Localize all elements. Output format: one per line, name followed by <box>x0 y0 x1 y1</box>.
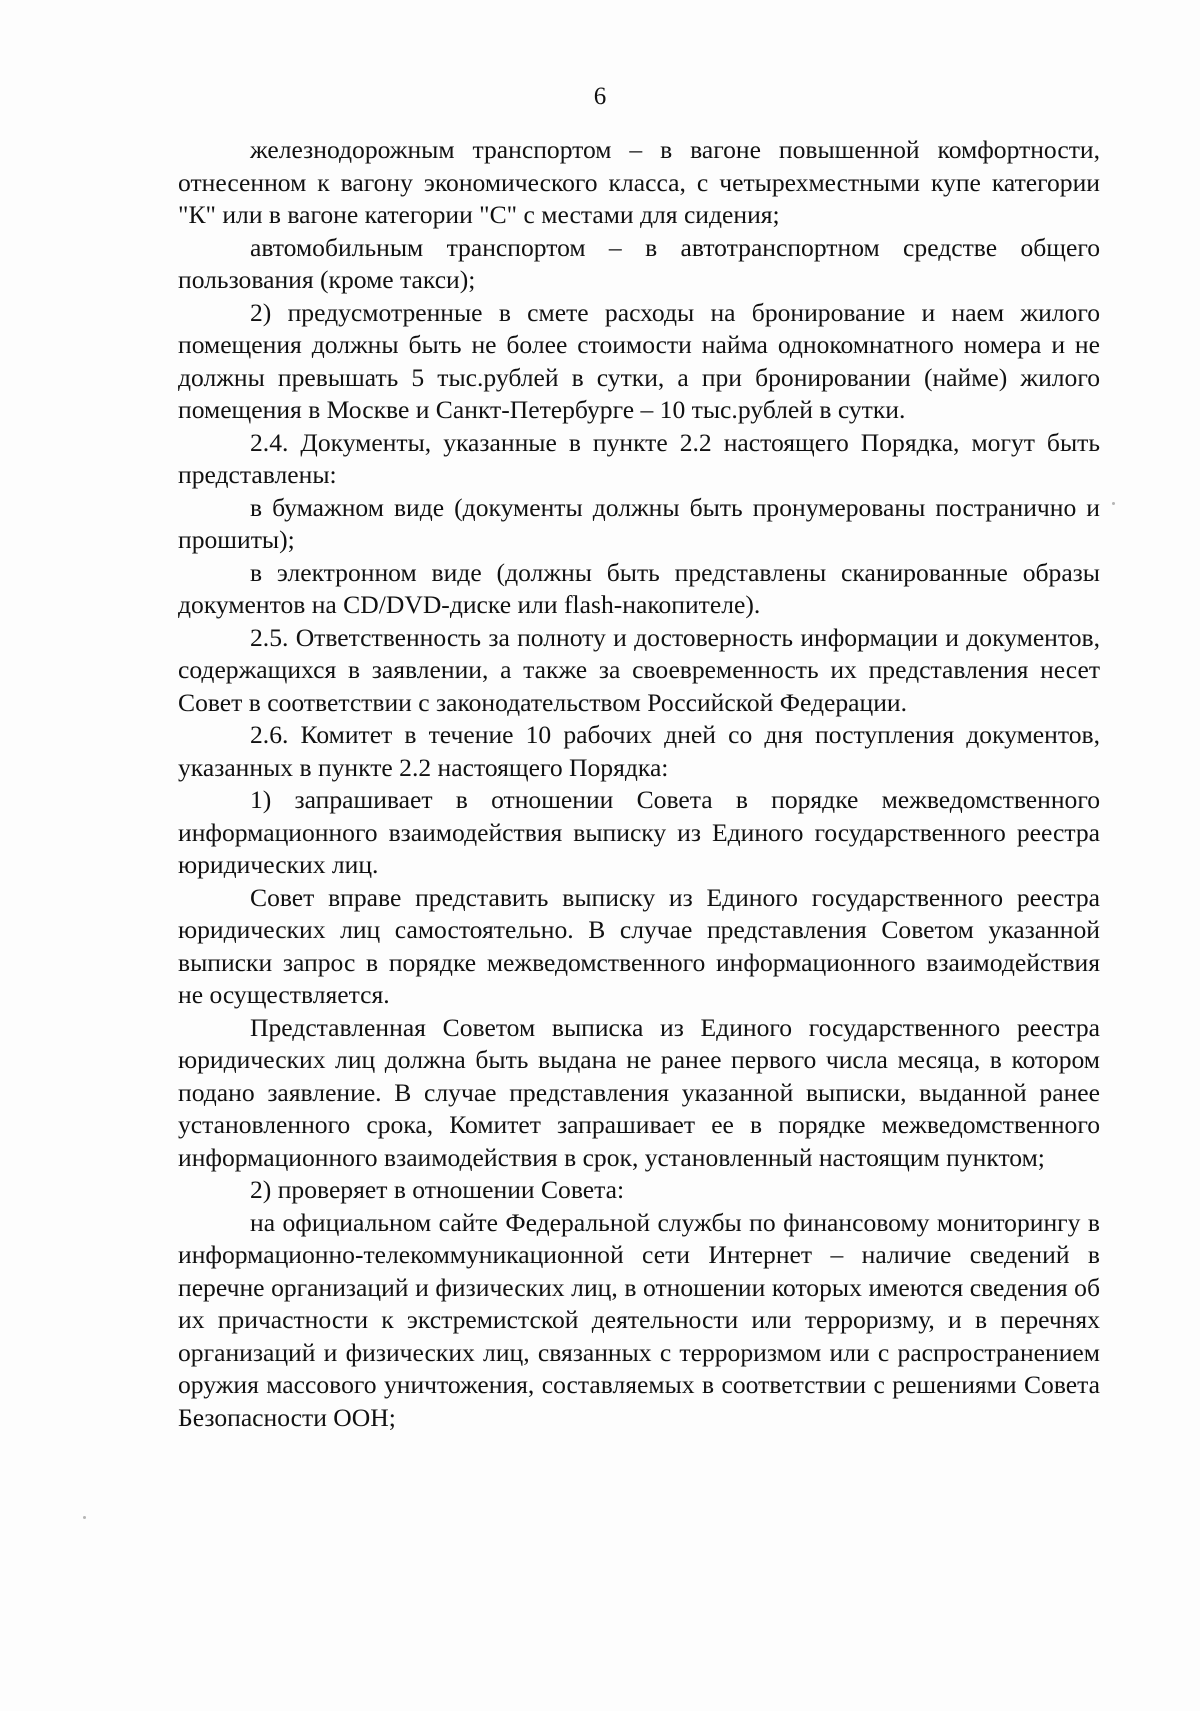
page-number: 6 <box>593 83 607 110</box>
paragraph-request-extract: 1) запрашивает в отношении Совета в порядке межведомственного информационного взаимодействия выписку из Единого государственного реестра юридических лиц. <box>178 785 1100 879</box>
document-body <box>178 134 1100 1434</box>
paragraph-checks-council: 2) проверяет в отношении Совета: <box>250 1175 625 1204</box>
paragraph-2-4-documents: 2.4. Документы, указанные в пункте 2.2 настоящего Порядка, могут быть представлены: <box>178 427 1100 489</box>
paragraph-2-5-responsibility: 2.5. Ответственность за полноту и достоверность информации и документов, содержащихся в заявлении, а также за своевременность их представления несет Совет в соответствии с законодательством Российской Федерации. <box>178 622 1100 717</box>
paragraph-road-transport: автомобильным транспортом – в автотранспортном средстве общего пользования (кроме такси); <box>178 232 1100 294</box>
paragraph-2-6-committee: 2.6. Комитет в течение 10 рабочих дней со дня поступления документов, указанных в пункте 2.2 настоящего Порядка: <box>178 720 1100 782</box>
scan-speck <box>83 1516 86 1519</box>
paragraph-extract-validity: Представленная Советом выписка из Единого государственного реестра юридических лиц должна быть выдана не ранее первого числа месяца, в котором подано заявление. В случае представления указанной выписки, выданной ранее установленного срока, Комитет запрашивает ее в порядке межведомственного информационного взаимодействия в срок, установленный настоящим пунктом; <box>178 1012 1100 1172</box>
paragraph-financial-monitoring: на официальном сайте Федеральной службы по финансовому мониторингу в информационно-телекоммуникационной сети Интернет – наличие сведений в перечне организаций и физических лиц, в отношении которых имеются сведения об их причастности к экстремистской деятельности или терроризму, и в перечнях организаций и физических лиц, связанных с терроризмом или с распространением оружия массового уничтожения, составляемых в соответствии с решениями Совета Безопасности ООН; <box>178 1207 1100 1432</box>
paragraph-accommodation-expenses: 2) предусмотренные в смете расходы на бронирование и наем жилого помещения должны быть не более стоимости найма однокомнатного номера и не должны превышать 5 тыс.рублей в сутки, а при бронировании (найме) жилого помещения в Москве и Санкт-Петербурге – 10 тыс.рублей в сутки. <box>178 297 1100 424</box>
scan-speck <box>1112 502 1115 505</box>
paragraph-council-may-submit: Совет вправе представить выписку из Единого государственного реестра юридических лиц самостоятельно. В случае представления Советом указанной выписки запрос в порядке межведомственного информационного взаимодействия не осуществляется. <box>178 882 1100 1009</box>
paragraph-rail-transport: железнодорожным транспортом – в вагоне повышенной комфортности, отнесенном к вагону экономического класса, с четырехместными купе категории "К" или в вагоне категории "С" с местами для сидения; <box>178 135 1100 229</box>
paragraph-electronic-form: в электронном виде (должны быть представлены сканированные образы документов на CD/DVD-диске или flash-накопителе). <box>178 557 1100 619</box>
paragraph-paper-form: в бумажном виде (документы должны быть пронумерованы постранично и прошиты); <box>178 492 1100 554</box>
